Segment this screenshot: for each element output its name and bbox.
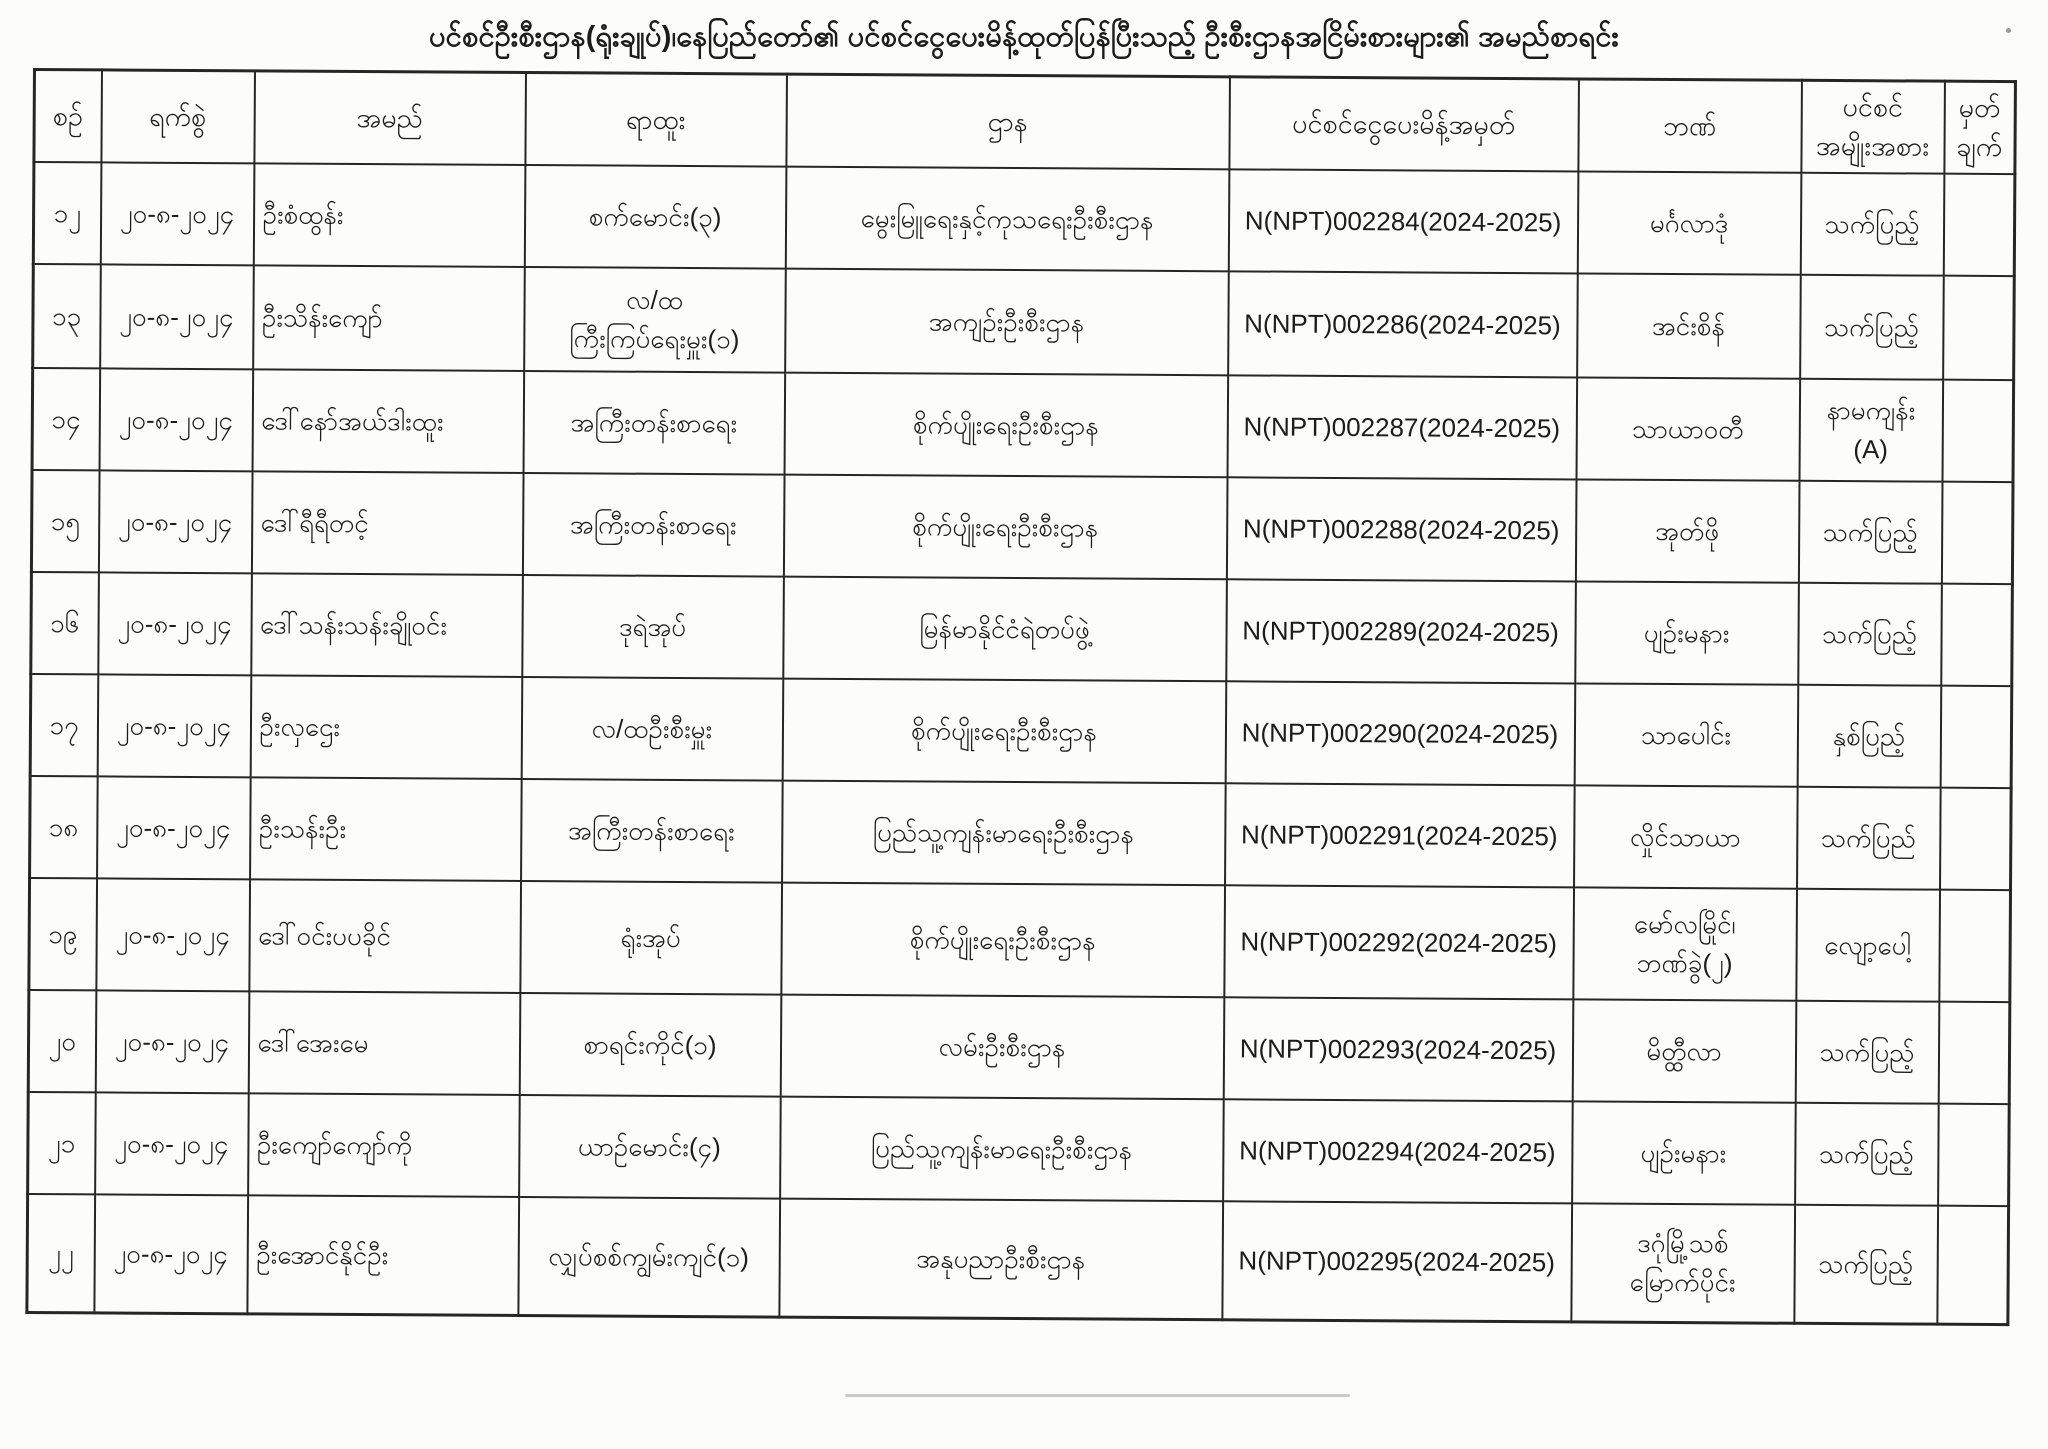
cell-pension-type: နာမကျန်း (A) [1799, 379, 1943, 482]
cell-pension-order-no: N(NPT)002287(2024-2025) [1227, 376, 1577, 480]
cell-serial: ၁၇ [30, 674, 98, 776]
cell-pension-type: သက်ပြည့် [1798, 481, 1942, 584]
cell-name: ဦးသိန်းကျော် [253, 266, 525, 372]
column-header-position: ရာထူး [525, 73, 787, 167]
cell-department: အနုပညာဦးစီးဌာန [779, 1199, 1223, 1320]
cell-department: မြန်မာနိုင်ငံရဲတပ်ဖွဲ့ [783, 577, 1227, 682]
cell-remark [1941, 584, 2013, 686]
cell-serial: ၁၃ [33, 264, 101, 368]
cell-position: ယာဉ်မောင်း(၄) [519, 1095, 781, 1199]
cell-name: ဦးအောင်နိုင်ဦး [247, 1196, 519, 1316]
cell-name: ဒေါ်ဝင်းပပခိုင် [249, 880, 521, 994]
column-header-remark: မှတ် ချက် [1944, 81, 2016, 174]
cell-pension-order-no: N(NPT)002289(2024-2025) [1226, 580, 1576, 684]
cell-serial: ၂၁ [28, 1092, 96, 1194]
cell-name: ဒေါ်သန်းသန်းချိုဝင်း [251, 574, 523, 678]
cell-pension-order-no: N(NPT)002286(2024-2025) [1228, 272, 1578, 378]
cell-bank: မင်္ဂလာဒုံ [1577, 172, 1801, 275]
table-row [27, 1194, 2009, 1324]
cell-serial: ၁၉ [29, 878, 97, 990]
table-row [31, 572, 2013, 686]
cell-pension-type: လျော့ပေါ့ [1796, 889, 1940, 1002]
cell-department: စိုက်ပျိုးရေးဦးစီးဌာန [781, 883, 1225, 998]
cell-pension-order-no: N(NPT)002284(2024-2025) [1228, 170, 1578, 274]
cell-position: စာရင်းကိုင်(၁) [519, 993, 781, 1097]
cell-remark [1938, 1002, 2010, 1104]
cell-date: ၂၀-၈-၂၀၂၄ [97, 675, 251, 778]
cell-remark [1942, 380, 2014, 482]
table-body [27, 162, 2015, 1324]
cell-bank: ပျဉ်းမနား [1575, 582, 1799, 685]
cell-name: ဦးစံထွန်း [253, 164, 525, 268]
table-row [29, 878, 2011, 1002]
cell-bank: အုတ်ဖို [1575, 480, 1799, 583]
cell-pension-order-no: N(NPT)002288(2024-2025) [1226, 478, 1576, 582]
cell-date: ၂၀-၈-၂၀၂၄ [95, 991, 249, 1094]
table-row [32, 368, 2014, 482]
cell-pension-order-no: N(NPT)002291(2024-2025) [1225, 784, 1575, 888]
cell-position: လျှပ်စစ်ကျွမ်းကျင်(၁) [518, 1197, 780, 1317]
column-header-department: ဌာန [786, 74, 1230, 169]
cell-name: ဦးသန်းဦး [250, 778, 522, 882]
cell-date: ၂၀-၈-၂၀၂၄ [95, 1093, 249, 1196]
retirees-pension-table [25, 68, 2017, 1326]
table-header [34, 70, 2016, 175]
cell-pension-type: သက်ပြည့် [1800, 275, 1944, 380]
cell-pension-type: သက်ပြည် [1797, 787, 1941, 890]
table-row [33, 162, 2015, 276]
cell-name: ဦးလှဌေး [250, 676, 522, 780]
column-header-pension-order-no: ပင်စင်ငွေပေးမိန့်အမှတ် [1229, 77, 1579, 172]
cell-position: ဒုရဲအုပ် [522, 575, 784, 679]
column-header-serial: စဉ် [34, 70, 102, 163]
cell-date: ၂၀-၈-၂၀၂၄ [100, 163, 254, 266]
cell-date: ၂၀-၈-၂၀၂၄ [96, 879, 250, 992]
cell-department: ပြည်သူ့ကျန်းမာရေးဦးစီးဌာန [782, 781, 1226, 886]
cell-serial: ၁၈ [30, 776, 98, 878]
document-title: ပင်စင်ဦးစီးဌာန(ရုံးချုပ်)၊နေပြည်တော်၏ ပင်စင်ငွေပေးမိန့်ထုတ်ပြန်ပြီးသည့် ဦးစီးဌာနအငြိမ်းစားများ၏ အမည်စာရင်း [428, 21, 1620, 53]
table-header-row [34, 70, 2016, 175]
cell-department: စိုက်ပျိုးရေးဦးစီးဌာန [784, 373, 1228, 478]
column-header-pension-type: ပင်စင် အမျိုးအစား [1801, 80, 1945, 174]
scan-artifact-speck [2006, 28, 2011, 33]
cell-pension-order-no: N(NPT)002295(2024-2025) [1222, 1202, 1572, 1322]
cell-position: အကြီးတန်းစာရေး [521, 779, 783, 883]
cell-date: ၂၀-၈-၂၀၂၄ [97, 777, 251, 880]
cell-position: လ/ထဦးစီးမှူး [521, 677, 783, 781]
cell-serial: ၁၆ [31, 572, 99, 674]
cell-remark [1940, 686, 2012, 788]
cell-bank: သာပေါင်း [1574, 684, 1798, 787]
cell-pension-order-no: N(NPT)002292(2024-2025) [1224, 886, 1574, 1000]
cell-bank: ဒဂုံမြို့သစ် မြောက်ပိုင်း [1571, 1204, 1795, 1323]
column-header-date: ရက်စွဲ [101, 70, 255, 164]
cell-bank: မိတ္ထီလာ [1572, 1000, 1796, 1103]
cell-department: မွေးမြူရေးနှင့်ကုသရေးဦးစီးဌာန [785, 167, 1229, 272]
cell-pension-type: သက်ပြည့် [1794, 1205, 1938, 1324]
cell-pension-order-no: N(NPT)002294(2024-2025) [1223, 1100, 1573, 1204]
scan-artifact-line [845, 1394, 1350, 1397]
cell-pension-order-no: N(NPT)002290(2024-2025) [1225, 682, 1575, 786]
cell-pension-order-no: N(NPT)002293(2024-2025) [1223, 998, 1573, 1102]
cell-position: အကြီးတန်းစာရေး [522, 473, 784, 577]
cell-date: ၂၀-၈-၂၀၂၄ [94, 1195, 248, 1314]
cell-position: လ/ထ ကြီးကြပ်ရေးမှူး(၁) [524, 267, 786, 373]
cell-date: ၂၀-၈-၂၀၂၄ [98, 573, 252, 676]
cell-department: ပြည်သူ့ကျန်းမာရေးဦးစီးဌာန [780, 1097, 1224, 1202]
cell-bank: ပျဉ်းမနား [1572, 1102, 1796, 1205]
cell-serial: ၁၄ [32, 368, 100, 470]
cell-date: ၂၀-၈-၂၀၂၄ [99, 369, 253, 472]
table-row [31, 470, 2013, 584]
cell-department: စိုက်ပျိုးရေးဦးစီးဌာန [782, 679, 1226, 784]
cell-remark [1943, 276, 2015, 380]
cell-serial: ၂၀ [28, 990, 96, 1092]
cell-pension-type: သက်ပြည့် [1795, 1001, 1939, 1104]
cell-pension-type: သက်ပြည့် [1795, 1103, 1939, 1206]
cell-position: စက်မောင်း(၃) [524, 165, 786, 269]
cell-serial: ၂၂ [27, 1194, 95, 1312]
table-row [30, 674, 2012, 788]
cell-bank: လှိုင်သာယာ [1574, 786, 1798, 889]
cell-pension-type: သက်ပြည့် [1800, 173, 1944, 276]
cell-name: ဒေါ်ရီရီတင့် [251, 472, 523, 576]
table-row [28, 1092, 2010, 1206]
cell-bank: မော်လမြိုင်၊ ဘဏ်ခွဲ(၂) [1573, 888, 1797, 1001]
cell-department: အကျဉ်းဦးစီးဌာန [785, 269, 1229, 376]
cell-pension-type: နှစ်ပြည့် [1797, 685, 1941, 788]
cell-department: လမ်းဦးစီးဌာန [780, 995, 1224, 1100]
cell-remark [1940, 788, 2012, 890]
cell-position: အကြီးတန်းစာရေး [523, 371, 785, 475]
cell-position: ရုံးအုပ် [520, 881, 782, 995]
column-header-bank: ဘဏ် [1578, 79, 1802, 173]
cell-date: ၂၀-၈-၂၀၂၄ [100, 265, 254, 370]
cell-name: ဦးကျော်ကျော်ကို [248, 1094, 520, 1198]
cell-date: ၂၀-၈-၂၀၂၄ [98, 471, 252, 574]
cell-remark [1939, 890, 2011, 1002]
column-header-name: အမည် [254, 71, 526, 165]
table-row [28, 990, 2010, 1104]
cell-department: စိုက်ပျိုးရေးဦးစီးဌာန [783, 475, 1227, 580]
cell-serial: ၁၅ [31, 470, 99, 572]
table-row [33, 264, 2015, 380]
cell-bank: သာယာဝတီ [1576, 378, 1800, 481]
cell-bank: အင်းစိန် [1577, 274, 1801, 379]
cell-remark [1937, 1206, 2009, 1324]
cell-remark [1938, 1104, 2010, 1206]
table-row [30, 776, 2012, 890]
cell-remark [1941, 482, 2013, 584]
cell-name: ဒေါ်အေးမေ [248, 992, 520, 1096]
cell-remark [1943, 174, 2015, 276]
cell-name: ဒေါ်နော်အယ်ဒါးထူး [252, 370, 524, 474]
cell-pension-type: သက်ပြည့် [1798, 583, 1942, 686]
cell-serial: ၁၂ [33, 162, 101, 264]
